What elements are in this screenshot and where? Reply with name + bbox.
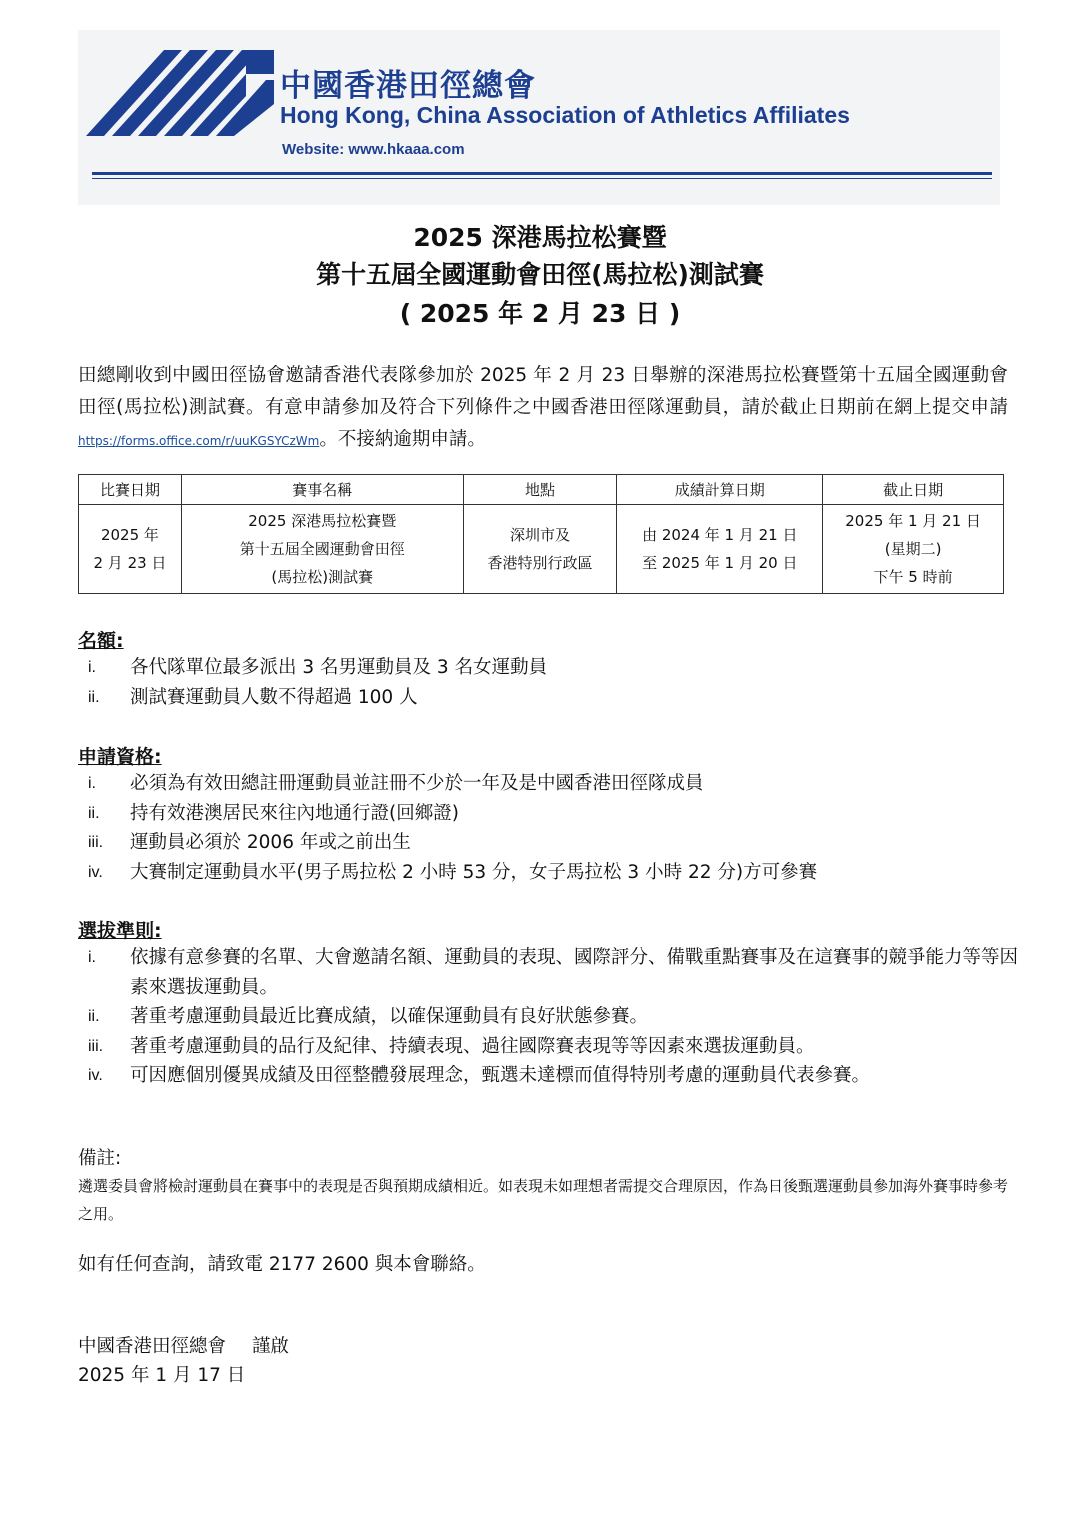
- list-item: [78, 858, 1028, 888]
- table-header: 截止日期: [823, 475, 1004, 505]
- list-item: [78, 828, 1028, 858]
- intro-text: 田總剛收到中國田徑協會邀請香港代表隊參加於 2025 年 2 月 23 日舉辦的深港馬拉松賽暨第十五屆全國運動會田徑(馬拉松)測試賽。有意申請參加及符合下列條件之中國香港田徑隊運動員，請於截止日期前在網上提交申請: [78, 365, 1008, 418]
- cell-line: 由 2024 年 1 月 21 日: [642, 526, 798, 544]
- list-text: 測試賽運動員人數不得超過 100 人: [130, 686, 418, 708]
- list-text: 依據有意參賽的名單、大會邀請名額、運動員的表現、國際評分、備戰重點賽事及在這賽事的競爭能力等等因素來選拔運動員。: [130, 947, 1019, 998]
- list-number: ii.: [88, 804, 100, 822]
- list-text: 必須為有效田總註冊運動員並註冊不少於一年及是中國香港田徑隊成員: [130, 773, 704, 794]
- list-text: 運動員必須於 2006 年或之前出生: [130, 832, 411, 853]
- table-cell-event-name: [181, 505, 463, 594]
- org-name-en: Hong Kong, China Association of Athletics Affiliates: [280, 102, 850, 128]
- table-cell-competition-date: [79, 505, 182, 594]
- cell-line: (馬拉松)測試賽: [271, 568, 374, 586]
- signature-date: 2025 年 1 月 17 日: [78, 1365, 246, 1386]
- cell-line: 2025 深港馬拉松賽暨: [248, 512, 397, 530]
- header-rule-thin: [92, 178, 992, 179]
- cell-line: 至 2025 年 1 月 20 日: [642, 554, 798, 572]
- signature-closing: 謹啟: [252, 1336, 290, 1357]
- title-line-3: ( 2025 年 2 月 23 日 ): [399, 299, 681, 328]
- eligibility-heading: 申請資格:: [78, 746, 162, 768]
- table-header: 地點: [463, 475, 617, 505]
- list-text: 著重考慮運動員的品行及紀律、持續表現、過往國際賽表現等等因素來選拔運動員。: [130, 1035, 815, 1057]
- table-header: 比賽日期: [79, 475, 182, 505]
- list-number: i.: [88, 949, 96, 966]
- cell-line: 第十五屆全國運動會田徑: [239, 540, 405, 558]
- title-line-1: 2025 深港馬拉松賽暨: [413, 223, 667, 252]
- application-form-link[interactable]: https://forms.office.com/r/uuKGSYCzWm: [78, 434, 320, 448]
- list-item: [78, 683, 1028, 713]
- quota-heading: 名額:: [78, 630, 124, 652]
- list-text: 著重考慮運動員最近比賽成績，以確保運動員有良好狀態參賽。: [130, 1006, 649, 1027]
- cell-line: 深圳市及: [509, 526, 570, 544]
- table-header: 成績計算日期: [617, 475, 823, 505]
- quota-list: [78, 653, 1028, 712]
- org-name-zh: 中國香港田徑總會: [280, 68, 536, 104]
- list-text: 持有效港澳居民來往內地通行證(回鄉證): [130, 802, 459, 824]
- signature-org-name: 中國香港田徑總會: [78, 1336, 227, 1357]
- remark-heading: 備註:: [78, 1148, 122, 1169]
- eligibility-list: [78, 769, 1028, 887]
- cell-line: 2025 年: [100, 526, 159, 544]
- list-item: [78, 943, 1028, 1002]
- list-item: [78, 1002, 1028, 1032]
- list-text: 可因應個別優異成績及田徑整體發展理念，甄選未達標而值得特別考慮的運動員代表參賽。: [130, 1065, 871, 1086]
- cell-line: 下午 5 時前: [873, 568, 953, 586]
- list-number: i.: [88, 659, 96, 676]
- list-item: [78, 1032, 1028, 1062]
- table-cell-qualifying-period: [617, 505, 823, 594]
- list-text: 大賽制定運動員水平(男子馬拉松 2 小時 53 分，女子馬拉松 3 小時 22 分)方可參賽: [130, 861, 818, 883]
- list-item: [78, 769, 1028, 799]
- cell-line: (星期二): [884, 540, 942, 558]
- table-cell-deadline: [823, 505, 1004, 594]
- list-number: ii.: [88, 688, 100, 706]
- enquiry-text: 如有任何查詢，請致電 2177 2600 與本會聯絡。: [78, 1254, 486, 1275]
- list-item: [78, 653, 1028, 683]
- diagonal-stripes-logo-icon: [86, 44, 276, 144]
- table-header-row: [79, 475, 1004, 505]
- list-item: [78, 1061, 1028, 1091]
- cell-line: 2 月 23 日: [93, 554, 167, 572]
- table-cell-venue: [463, 505, 617, 594]
- list-number: i.: [88, 775, 96, 792]
- list-number: iii.: [88, 1037, 104, 1055]
- list-number: ii.: [88, 1008, 100, 1025]
- list-number: iv.: [88, 1067, 103, 1084]
- table-row: [79, 505, 1004, 594]
- selection-heading: 選拔準則:: [78, 920, 162, 942]
- header-rule: [92, 172, 992, 175]
- signature-org: [78, 1332, 289, 1358]
- list-number: iv.: [88, 863, 103, 881]
- cell-line: 2025 年 1 月 21 日: [845, 512, 981, 530]
- intro-tail: 。不接納逾期申請。: [319, 429, 486, 450]
- event-info-table: [78, 474, 1004, 594]
- list-item: [78, 799, 1028, 829]
- table-header: 賽事名稱: [181, 475, 463, 505]
- selection-list: [78, 943, 1028, 1091]
- list-text: 各代隊單位最多派出 3 名男運動員及 3 名女運動員: [130, 657, 548, 678]
- cell-line: 香港特別行政區: [487, 554, 593, 572]
- intro-paragraph: [78, 360, 1008, 457]
- remark-text: 遴選委員會將檢討運動員在賽事中的表現是否與預期成績相近。如表現未如理想者需提交合理原因，作為日後甄選運動員參加海外賽事時參考之用。: [78, 1177, 1009, 1223]
- title-line-2: 第十五屆全國運動會田徑(馬拉松)測試賽: [316, 260, 764, 289]
- list-number: iii.: [88, 834, 104, 851]
- website-link[interactable]: Website: www.hkaaa.com: [282, 141, 465, 158]
